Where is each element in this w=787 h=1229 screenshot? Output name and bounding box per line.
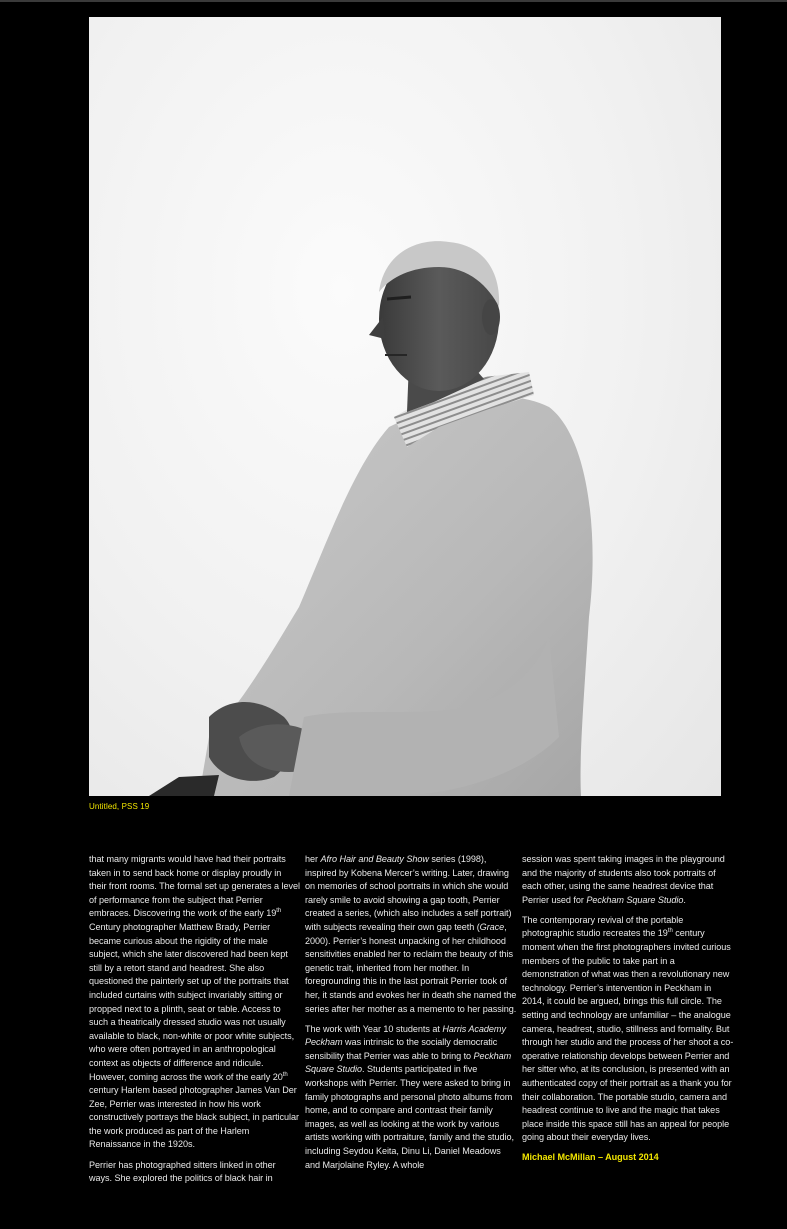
- chair-back: [149, 775, 219, 796]
- author-signature: Michael McMillan – August 2014: [522, 1152, 659, 1163]
- photo-caption: Untitled, PSS 19: [89, 802, 150, 811]
- top-rule: [0, 0, 787, 2]
- portrait-photo: [89, 17, 721, 796]
- paragraph: The work with Year 10 students at Harris Academy Peckham was intrinsic to the socially democratic sensibility that Perrier was able to bring to Peckham Square Studio. Students participated in five workshops with Perrier. They were asked to bring in family photographs and personal photo albums from home, and to compare and contrast their family images, as well as looking at the work by various artists working with portraiture, family and the studio, including Seydou Keita, Dinu Li, Daniel Meadows and Marjolaine Ryley. A whole: [305, 1023, 514, 1170]
- paragraph: that many migrants would have had their portraits taken in to send back home or display proudly in their front rooms. The formal set up generates a level of performance from the subject that Perrier embraces. Discovering the work of the early 19th Century photographer Matthew Brady, Perrier became curious about the rigidity of the male subject, which she later discovered had been kept still by a retort stand and headrest. She also questioned the painterly set up of the portraits that included curtains with subject invariably sitting or propped next to a plinth, seat or table. Access to such a theatrically dressed studio was not usually available to black, non-white or poor white subjects, who were often portrayed in an anthropological context as objects of difference and ridicule. However, coming across the work of the early 20th century Harlem based photographer James Van Der Zee, Perrier was interested in how his work constructively portrays the black subject, in particular the work produced as part of the Harlem Renaissance in the 1920s.: [89, 854, 300, 1150]
- article-column-1: [89, 853, 301, 1192]
- paragraph: The contemporary revival of the portable photographic studio recreates the 19th century moment when the first photographers invited curious members of the public to take part in a demonstration of what was then a revolutionary new technology. Perrier’s intervention in Peckham in 2014, it could be argued, brings this full circle. The setting and technology are unfamiliar – the analogue camera, headrest, studio, stillness and formality. But through her studio and the process of her shoot a co-operative relationship develops between Perrier and her sitter who, at its conclusion, is presented with an authenticated copy of their portrait as a thank you for their collaboration. The portable studio, camera and headrest continue to live and the magic that takes place inside this space still has an appeal for people going about their everyday lives.: [522, 914, 734, 1143]
- head: [369, 241, 500, 391]
- paragraph: Perrier has photographed sitters linked in other ways. She explored the politics of black hair in: [89, 1159, 276, 1184]
- paragraph: session was spent taking images in the playground and the majority of students also took portraits of each other, using the same headrest device that Perrier used for Peckham Square Studio.: [522, 854, 725, 905]
- article-column-3: [522, 853, 734, 1172]
- paragraph: her Afro Hair and Beauty Show series (1998), inspired by Kobena Mercer’s writing. Later, drawing on memories of school portraits in which she would rarely smile to avoid showing a gap tooth, Perrier created a series, (which also includes a self portrait) with subjects revealing their own gap teeth (Grace, 2000). Perrier’s honest unpacking of her childhood sensitivities enabled her to reclaim the beauty of this genetic trait, inherited from her mother. In foregrounding this in the last portrait Perrier took of her, it stands and evokes her in death she named the series after her mother as a memento to her passing.: [305, 854, 517, 1014]
- portrait-illustration: [89, 17, 721, 796]
- article-column-2: [305, 853, 517, 1179]
